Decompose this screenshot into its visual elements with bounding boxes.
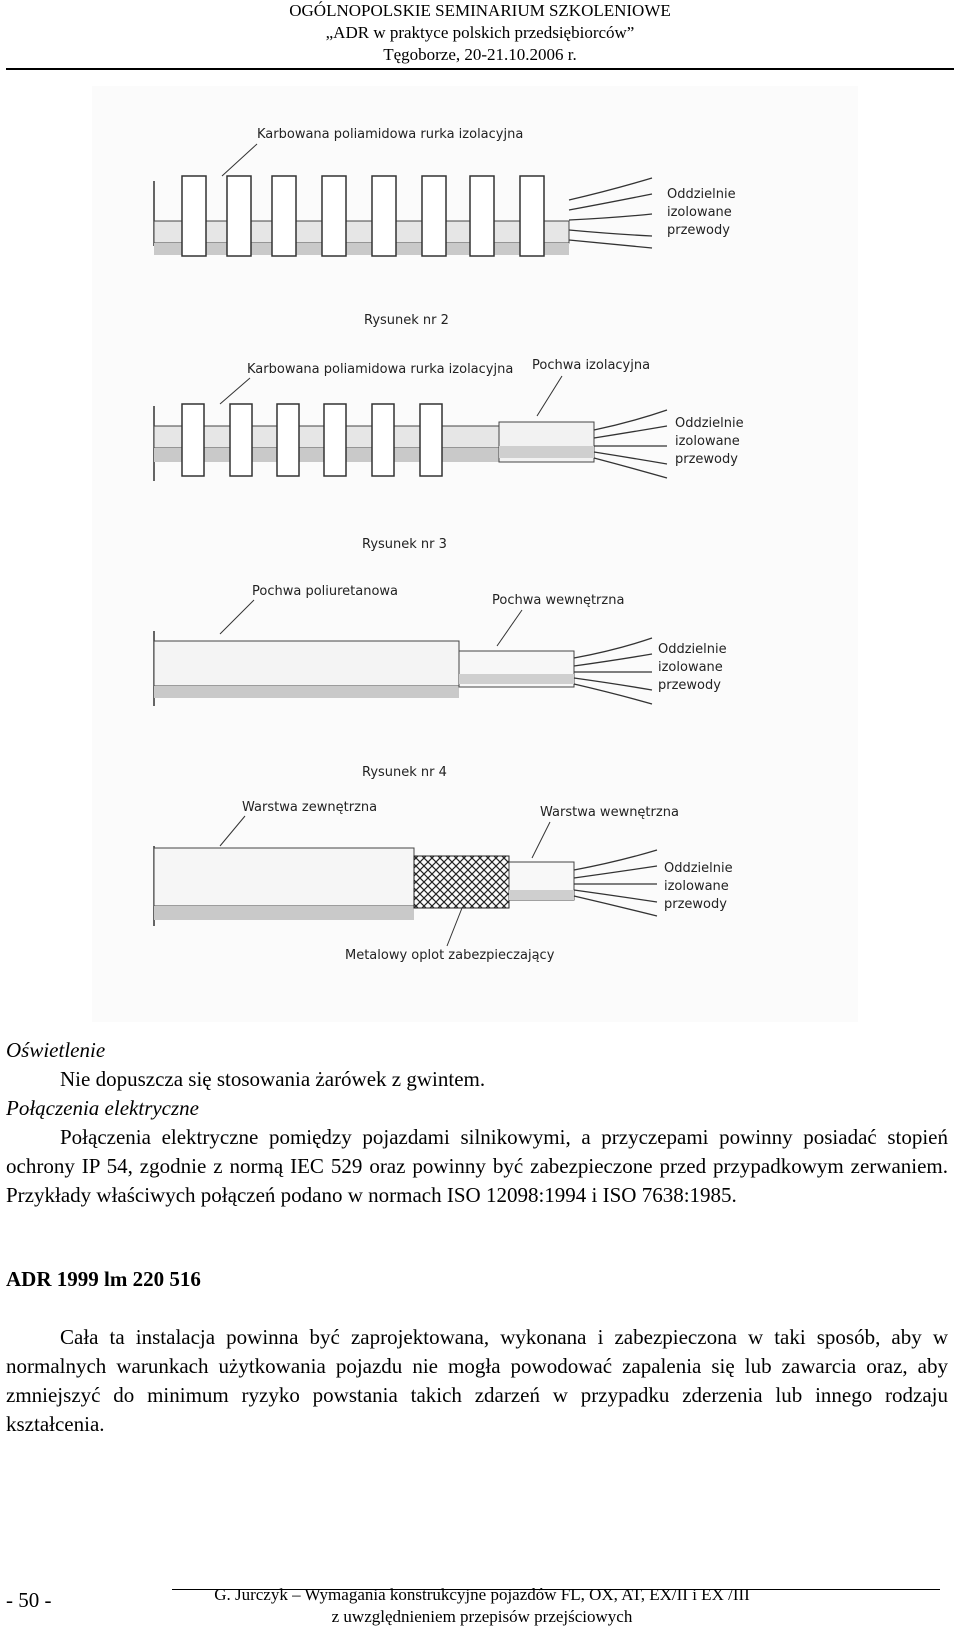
text-adr-installation: [6, 1323, 948, 1439]
fig4-label-inner: Warstwa wewnętrzna: [540, 805, 679, 820]
cable-figures: [92, 86, 858, 1022]
footer-subtitle: z uwzględnieniem przepisów przejściowych: [331, 1607, 633, 1626]
fig3-wires-label-2: izolowane: [658, 660, 723, 675]
fig4-wires-label-2: izolowane: [664, 879, 729, 894]
fig3-polyurethane-sheath: [154, 537, 727, 706]
fig4-wires-label-1: Oddzielnie: [664, 861, 733, 876]
header-divider: [6, 68, 954, 70]
cable-diagrams-svg: [92, 86, 858, 1022]
fig1-wires-label-3: przewody: [667, 223, 730, 238]
fig4-label-outer: Warstwa zewnętrzna: [242, 800, 378, 815]
page-number: - 50 -: [6, 1588, 52, 1612]
text-lighting: Nie dopuszcza się stosowania żarówek z gwintem.: [60, 1067, 486, 1091]
text-electrical-connections: [6, 1123, 948, 1210]
fig4-caption: Rysunek nr 4: [362, 765, 447, 780]
page-header: [0, 0, 960, 66]
fig2-label-tube: Karbowana poliamidowa rurka izolacyjna: [247, 362, 514, 377]
fig4-braided-cable: [154, 765, 733, 963]
header-seminar-subtitle: „ADR w praktyce polskich przedsiębiorców”: [325, 23, 635, 42]
heading-electrical-connections: Połączenia elektryczne: [6, 1096, 199, 1120]
fig4-label-braid: Metalowy oplot zabezpieczający: [345, 948, 555, 963]
heading-lighting: Oświetlenie: [6, 1038, 106, 1062]
page-footer: [172, 1584, 792, 1628]
fig3-wires-label-1: Oddzielnie: [658, 642, 727, 657]
header-seminar-title: OGÓLNOPOLSKIE SEMINARIUM SZKOLENIOWE: [289, 1, 671, 20]
fig2-tube-with-sheath: [154, 313, 744, 481]
fig3-label-inner: Pochwa wewnętrzna: [492, 593, 625, 608]
fig3-label-outer: Pochwa poliuretanowa: [252, 584, 399, 599]
fig2-wires-label-3: przewody: [675, 452, 738, 467]
fig3-caption: Rysunek nr 3: [362, 537, 447, 552]
fig1-wires-label-1: Oddzielnie: [667, 187, 736, 202]
fig1-label-tube: Karbowana poliamidowa rurka izolacyjna: [257, 127, 524, 142]
footer-author-title: G. Jurczyk – Wymagania konstrukcyjne pojazdów FL, OX, AT, EX/II i EX /III: [214, 1585, 750, 1604]
fig2-caption: Rysunek nr 2: [364, 313, 449, 328]
header-place-date: Tęgoborze, 20-21.10.2006 r.: [383, 45, 577, 64]
fig1-corrugated-tube: [154, 127, 736, 256]
fig2-label-sheath: Pochwa izolacyjna: [532, 358, 651, 373]
heading-adr-reference: ADR 1999 lm 220 516: [6, 1267, 201, 1291]
fig1-wires-label-2: izolowane: [667, 205, 732, 220]
text-adr-installation-body: Cała ta instalacja powinna być zaprojektowana, wykonana i zabezpieczona w taki sposób, aby w normalnych warunkach użytkowania pojazdu nie mogła powodować zapalenia się lub zawarcia oraz, aby zmniejszyć do minimum ryzyko powstania takich zdarzeń w przypadku zderzenia lub innego rodzaju kształcenia.: [6, 1325, 948, 1436]
fig4-wires-label-3: przewody: [664, 897, 727, 912]
fig2-wires-label-2: izolowane: [675, 434, 740, 449]
text-electrical-connections-body: Połączenia elektryczne pomiędzy pojazdami silnikowymi, a przyczepami powinny posiadać stopień ochrony IP 54, zgodnie z normą IEC 529 oraz powinny być zabezpieczone przed przypadkowym zerwaniem. Przykłady właściwych połączeń podano w normach ISO 12098:1994 i ISO 7638:1985.: [6, 1125, 948, 1207]
fig3-wires-label-3: przewody: [658, 678, 721, 693]
fig2-wires-label-1: Oddzielnie: [675, 416, 744, 431]
